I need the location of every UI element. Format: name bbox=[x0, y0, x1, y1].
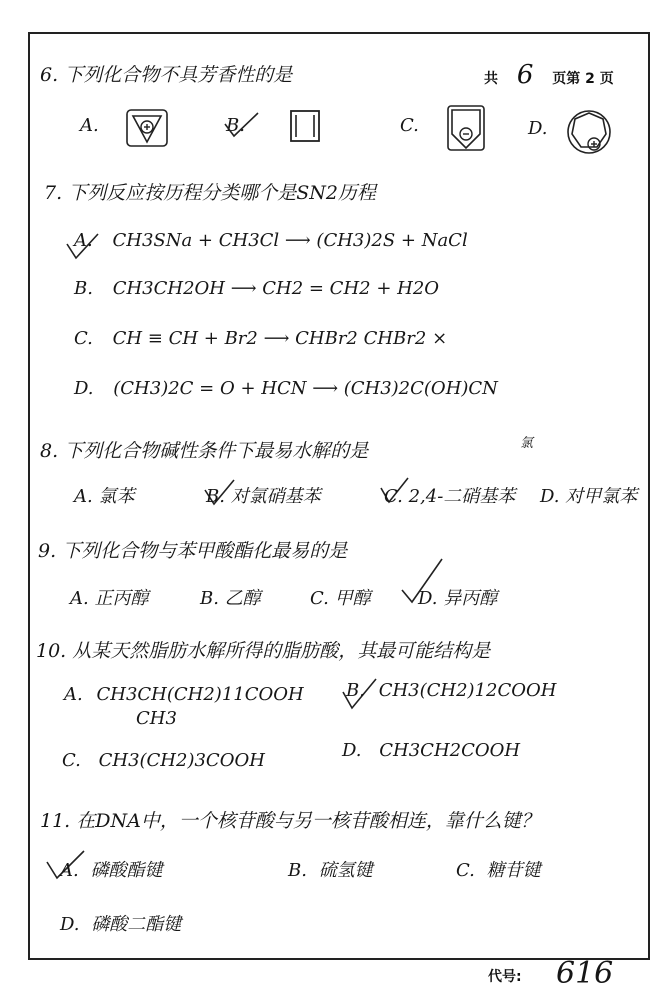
q11-option-c: C. 糖苷键 bbox=[456, 860, 541, 881]
q11-option-d: D. 磷酸二酯键 bbox=[60, 914, 182, 935]
q7-option-b: B. CH3CH2OH ⟶ CH2 = CH2 + H2O bbox=[74, 278, 440, 299]
q10-option-a-branch: CH3 bbox=[136, 708, 177, 729]
page-header bbox=[484, 60, 614, 90]
question-7 bbox=[44, 178, 376, 205]
question-text: 下列化合物碱性条件下最易水解的是 bbox=[64, 440, 369, 462]
q9-option-b: B. 乙醇 bbox=[200, 588, 261, 609]
question-9 bbox=[38, 536, 347, 563]
q8-option-c: C. 2,4-二硝基苯 bbox=[384, 486, 516, 507]
question-text: 下列化合物不具芳香性的是 bbox=[64, 64, 293, 86]
total-pages: 6 bbox=[516, 60, 534, 90]
question-number: 10. bbox=[36, 640, 67, 662]
question-number: 6. bbox=[40, 64, 59, 86]
code-label: 代号: bbox=[488, 969, 522, 985]
question-number: 7. bbox=[44, 182, 63, 204]
q9-option-a: A. 正丙醇 bbox=[70, 588, 149, 609]
cyclobutadiene-icon bbox=[288, 108, 322, 144]
question-text: 下列化合物与苯甲酸酯化最易的是 bbox=[62, 540, 348, 562]
q6-option-d-label: D. bbox=[528, 118, 548, 139]
question-text: 从某天然脂肪水解所得的脂肪酸，其最可能结构是 bbox=[72, 640, 491, 662]
q9-option-c: C. 甲醇 bbox=[310, 588, 371, 609]
q6-option-b-label: B. bbox=[226, 115, 245, 136]
q8-option-a: A. 氯苯 bbox=[74, 486, 135, 507]
q6-option-a-label: A. bbox=[80, 115, 99, 136]
page-label: 页第 2 页 bbox=[552, 71, 614, 87]
margin-note: 氯 bbox=[520, 436, 534, 451]
question-8 bbox=[40, 436, 368, 463]
question-number: 9. bbox=[38, 540, 57, 562]
question-text: 下列反应按历程分类哪个是SN2历程 bbox=[68, 182, 376, 204]
q10-option-d: D. CH3CH2COOH bbox=[342, 740, 521, 761]
q10-option-c: C. CH3(CH2)3COOH bbox=[62, 750, 265, 771]
question-text: 在DNA中，一个核苷酸与另一核苷酸相连，靠什么键？ bbox=[76, 810, 540, 832]
q7-option-a: A. CH3SNa + CH3Cl ⟶ (CH3)2S + NaCl bbox=[74, 230, 468, 251]
code-value: 616 bbox=[556, 956, 614, 991]
question-11 bbox=[40, 806, 540, 833]
check-mark-icon bbox=[222, 110, 262, 140]
q10-option-a: A. CH3CH(CH2)11COOH bbox=[64, 684, 304, 705]
q11-option-a: A. 磷酸酯键 bbox=[60, 860, 163, 881]
q8-option-d: D. 对甲氯苯 bbox=[540, 486, 638, 507]
q11-option-b: B. 硫氢键 bbox=[288, 860, 373, 881]
q7-option-c: C. CH ≡ CH + Br2 ⟶ CHBr2 CHBr2 × bbox=[74, 328, 448, 349]
total-label: 共 bbox=[484, 71, 498, 87]
question-10 bbox=[36, 636, 490, 663]
pentagon-with-minus-icon bbox=[446, 104, 486, 154]
q9-option-d: D. 异丙醇 bbox=[418, 588, 498, 609]
triangle-with-plus-icon bbox=[125, 106, 169, 150]
question-number: 11. bbox=[40, 810, 71, 832]
heptagon-with-plus-icon bbox=[566, 106, 612, 158]
question-6 bbox=[40, 60, 292, 87]
q7-option-d: D. (CH3)2C = O + HCN ⟶ (CH3)2C(OH)CN bbox=[74, 378, 498, 399]
q10-option-b: B. CH3(CH2)12COOH bbox=[346, 680, 557, 701]
q6-option-c-label: C. bbox=[400, 115, 419, 136]
question-number: 8. bbox=[40, 440, 59, 462]
q8-option-b: B. 对氯硝基苯 bbox=[206, 486, 321, 507]
